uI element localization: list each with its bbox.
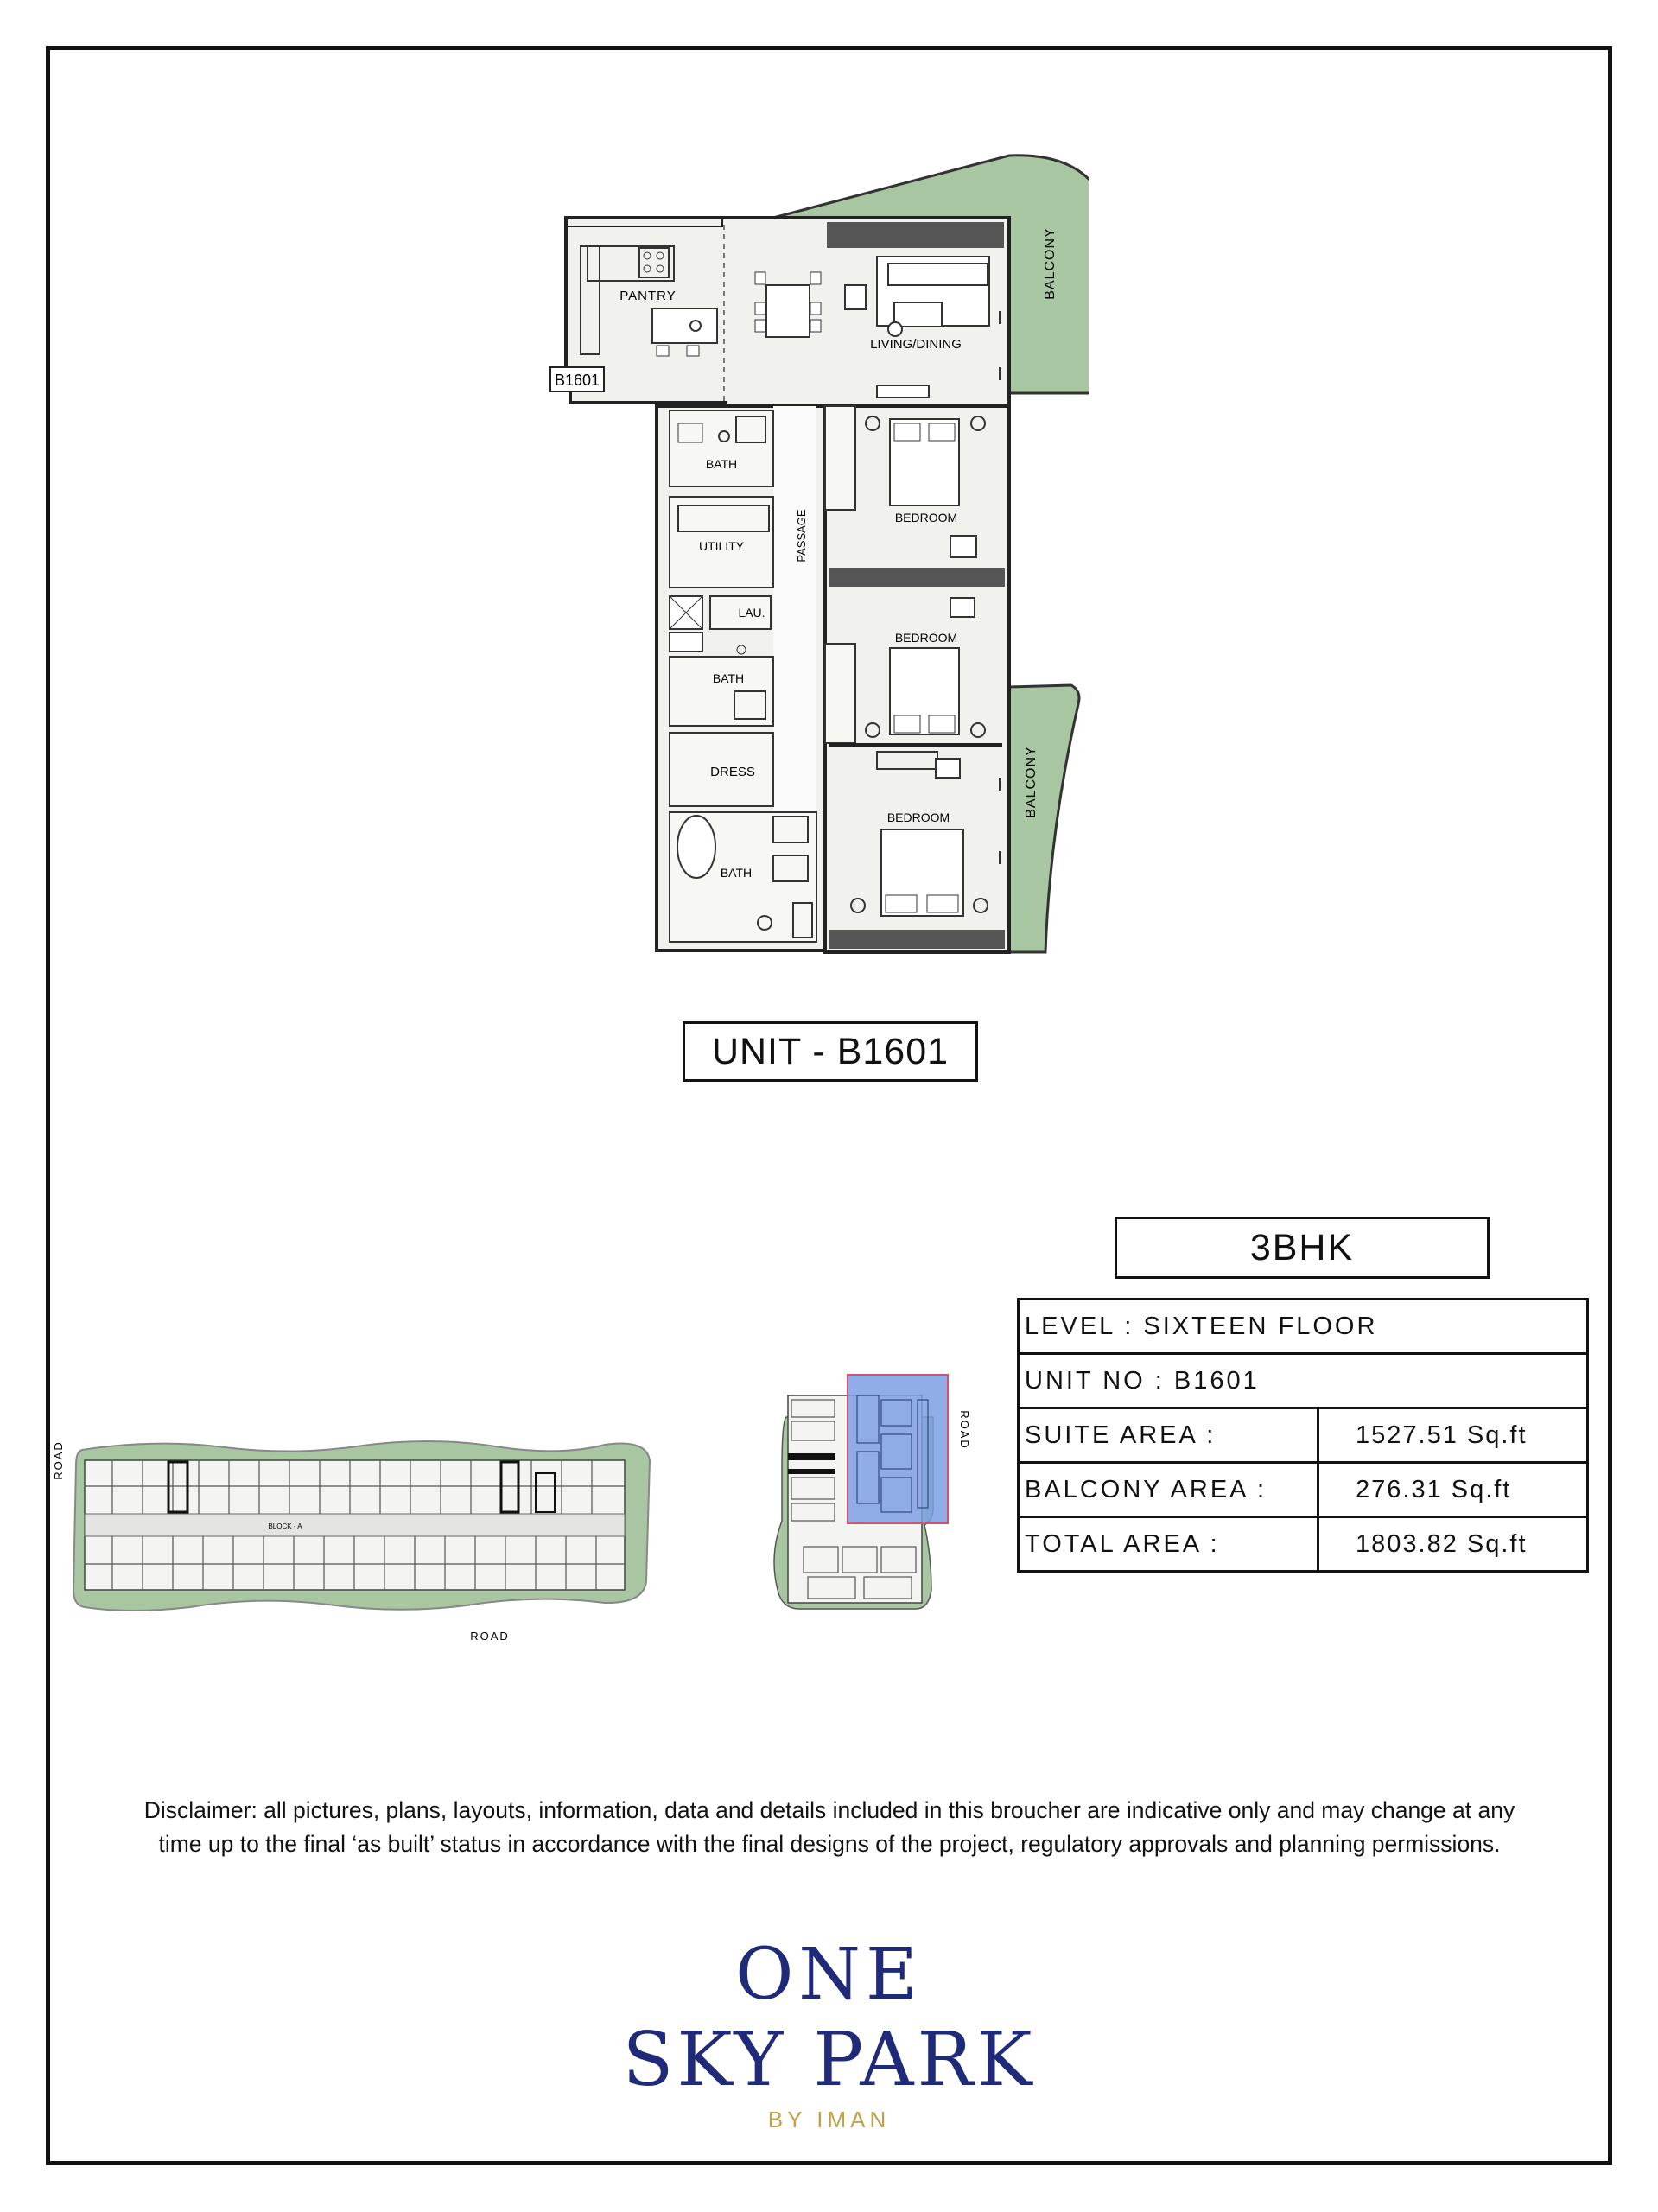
label-bath-2: BATH [712,671,745,685]
table-row [1019,1517,1588,1572]
window-strip-bottom [829,930,1005,949]
road-label-bottom: ROAD [470,1630,510,1643]
road-label-right: ROAD [958,1410,971,1450]
label-bedroom-1: BEDROOM [894,511,958,524]
table-row [1019,1354,1588,1408]
label-laundry: LAU. [738,606,765,620]
unit-type-box: 3BHK [1115,1217,1490,1279]
block-key-plan [760,1365,985,1624]
label-bedroom-3: BEDROOM [886,810,950,824]
label-bath-3: BATH [720,866,753,880]
balcony-area-value: 276.31 Sq.ft [1318,1463,1588,1517]
table-row [1019,1463,1588,1517]
label-living-dining: LIVING/DINING [870,337,962,352]
brand-logo-one [0,1934,1658,2016]
label-balcony-top: BALCONY [1043,227,1058,300]
suite-area-label: SUITE AREA : [1019,1408,1318,1463]
level-cell: LEVEL : SIXTEEN FLOOR [1019,1300,1588,1354]
unit-no-cell: UNIT NO : B1601 [1019,1354,1588,1408]
total-area-label: TOTAL AREA : [1019,1517,1318,1572]
label-balcony-bottom: BALCONY [1024,746,1039,818]
balcony-area-label: BALCONY AREA : [1019,1463,1318,1517]
site-block-label: BLOCK - A [268,1522,302,1530]
road-label-left: ROAD [52,1440,65,1480]
wardrobe-wall-1 [829,568,1005,587]
specs-table [1017,1298,1589,1573]
table-row [1019,1300,1588,1354]
floor-plan [536,147,1089,968]
suite-area-value: 1527.51 Sq.ft [1318,1408,1588,1463]
site-key-plan [48,1426,670,1659]
label-bath-1: BATH [705,457,738,471]
unit-title: UNIT - B1601 [683,1021,978,1082]
unit-tag-label: B1601 [554,372,600,389]
brand-one-text: ONE [735,1934,923,2016]
balcony-bottom-shape [1009,685,1079,952]
label-passage: PASSAGE [795,509,808,563]
disclaimer-text: Disclaimer: all pictures, plans, layouts, information, data and details included in this broucher are indicative only and may change at any time up to the final ‘as built’ status in accordance with the final designs of the project, regulatory approvals and planning permissions. [143,1797,1515,1857]
brand-logo-by-iman: BY IMAN [767,2107,891,2133]
label-utility: UTILITY [698,539,745,553]
label-bedroom-2: BEDROOM [894,631,958,645]
label-pantry: PANTRY [619,289,677,303]
total-area-value: 1803.82 Sq.ft [1318,1517,1588,1572]
table-row [1019,1408,1588,1463]
label-dress: DRESS [710,765,755,779]
unit-highlight [848,1375,948,1523]
window-strip-top [827,222,1004,248]
brand-logo-sky-park: SKY PARK [622,2017,1036,2103]
